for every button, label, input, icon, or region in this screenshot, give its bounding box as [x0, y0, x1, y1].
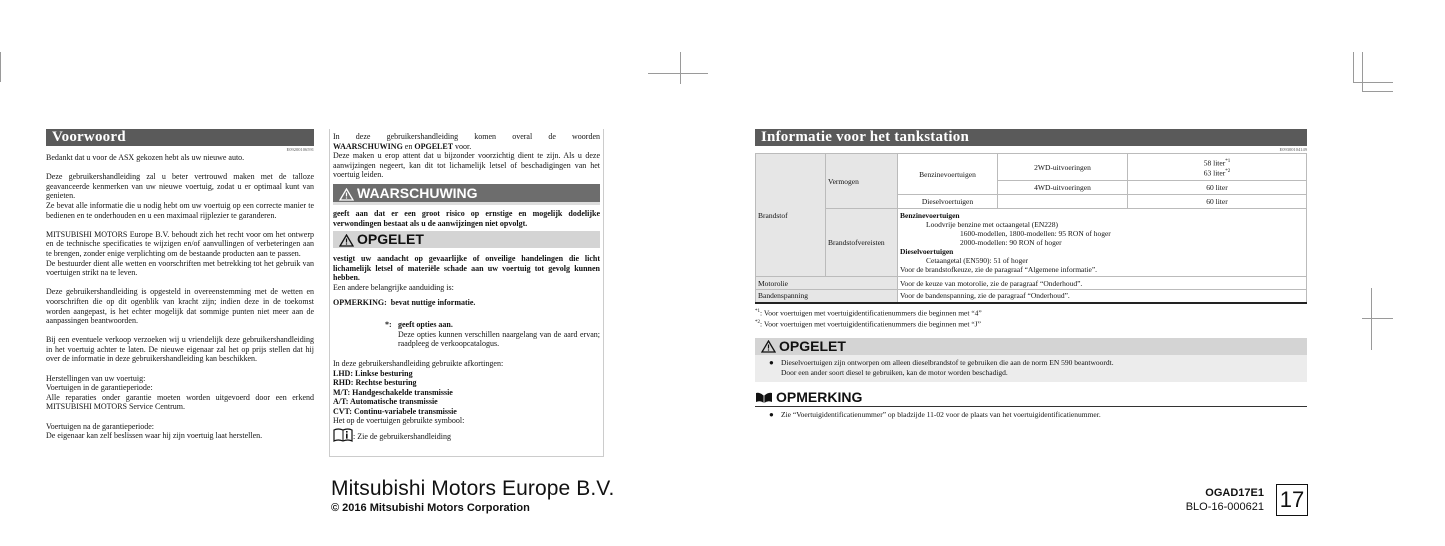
section-code: E09200106591	[286, 147, 314, 152]
caution-box	[755, 338, 1307, 382]
cell-tyre-pressure-value: Voor de bandenspanning, zie de paragraaf “Onderhoud”.	[898, 290, 1307, 303]
crop-mark	[648, 73, 708, 74]
paragraph: Herstellingen van uw voertuig:	[46, 373, 146, 383]
note-banner	[755, 389, 1307, 407]
cell-requirements-detail	[898, 209, 1307, 277]
caution-banner	[755, 338, 1307, 355]
req-note: Voor de brandstofkeuze, zie de paragraaf “Algemene informatie”.	[900, 265, 1098, 274]
abbreviation-item: M/T: Handgeschakelde transmissie	[333, 387, 453, 397]
abbreviation-intro: In deze gebruikershandleiding gebruikte afkortingen:	[333, 358, 504, 368]
crop-mark	[1353, 52, 1354, 82]
cell-2wd: 2WD-uitvoeringen	[998, 154, 1128, 181]
note-value: bevat nuttige informatie.	[390, 297, 476, 307]
divider	[333, 202, 600, 205]
abbreviation-item: RHD: Rechtse besturing	[333, 378, 417, 388]
note-text: Zie “Voertuigidentificatienummer” op bladzijde 11-02 voor de plaats van het voertuigidentificatienummer.	[781, 409, 1101, 419]
warning-word: WAARSCHUWING	[333, 141, 403, 151]
crop-mark	[1362, 318, 1393, 319]
caution-triangle-icon	[339, 234, 354, 247]
cell-fuel: Brandstof	[756, 154, 826, 277]
intro-text	[333, 132, 600, 180]
paragraph: Bij een eventuele verkoop verzoeken wij u vriendelijk deze gebruikershandleiding in het voertuig achter te laten. De nieuwe eigenaar zal het op prijs stellen dat hij over de informatie in deze gebruikershandleiding kan beschikken.	[46, 335, 314, 364]
paragraph: MITSUBISHI MOTORS Europe B.V. behoudt zich het recht voor om het ontwerp en de technische specificaties te wijzigen en/of aanvullingen of verbeteringen aan te brengen, zonder enige verplichting om de bestaande producten aan te passen.	[46, 229, 314, 258]
crop-mark	[1353, 82, 1393, 83]
footnote-mark: *2	[1225, 169, 1231, 174]
cell-engine-oil-value: Voor de keuze van motorolie, zie de paragraaf “Onderhoud”.	[898, 277, 1307, 290]
req-title: Dieselvoertuigen	[900, 247, 954, 256]
abbreviation-list	[333, 369, 600, 417]
capacity-value: 63 liter	[1203, 168, 1226, 178]
cell-4wd: 4WD-uitvoeringen	[998, 181, 1128, 195]
fuel-info-page	[755, 129, 1307, 420]
cell-2wd-value	[1128, 154, 1307, 181]
symbol-text: : Zie de gebruikershandleiding	[353, 432, 451, 442]
option-definition	[333, 320, 600, 349]
paragraph: De eigenaar kan zelf beslissen waar hij zijn voertuig laat herstellen.	[46, 431, 263, 441]
open-book-icon	[755, 391, 773, 404]
document-reference: BLO-16-000621	[1185, 501, 1264, 513]
paragraph: De bestuurder dient alle wetten en voorschriften met betrekking tot het gebruik van voertuigen strikt na te leven.	[46, 258, 314, 278]
caution-triangle-icon	[761, 340, 776, 353]
conjunction: en	[402, 141, 415, 151]
note-body	[755, 407, 1307, 420]
page-number: 17	[1276, 484, 1308, 516]
cell-capacity: Vermogen	[826, 154, 898, 209]
caution-line: Dieselvoertuigen zijn ontworpen om alleen dieselbrandstof te gebruiken die aan de norm EN 590 beantwoordt.	[781, 357, 1114, 367]
cell-diesel: Dieselvoertuigen	[898, 195, 998, 209]
caution-word: OPGELET	[414, 141, 454, 151]
abbreviation-item: CVT: Continu-variabele transmissie	[333, 406, 457, 416]
intro-paragraph: Deze maken u erop attent dat u bijzonder voorzichtig dient te zijn. Als u deze aanwijzingen negeert, kan dit tot lichamelijk letsel of beschadigingen van het voertuig leiden.	[333, 151, 600, 180]
crop-mark	[1362, 91, 1393, 92]
warning-label: WAARSCHUWING	[357, 184, 478, 201]
caution-banner	[333, 231, 600, 248]
note-key: OPMERKING:	[333, 297, 387, 307]
option-text: Deze opties kunnen verschillen naargelang van de aard ervan; raadpleeg de verkoopcatalogus.	[398, 329, 600, 349]
symbol-line	[333, 428, 600, 442]
paragraph: Bedankt dat u voor de ASX gekozen hebt als uw nieuwe auto.	[46, 153, 245, 162]
footnotes	[755, 307, 1307, 330]
paragraph: Ze bevat alle informatie die u nodig hebt om uw voertuig op een correcte manier te bedienen en te onderhouden en u een maximaal rijplezier te garanderen.	[46, 200, 314, 220]
bullet-icon: ●	[769, 357, 774, 367]
crop-mark	[680, 52, 681, 84]
manual-book-icon	[333, 428, 353, 442]
crop-mark	[0, 52, 1, 82]
caution-body	[755, 355, 1307, 382]
warning-banner	[333, 184, 600, 202]
footnote	[755, 318, 1307, 330]
warning-triangle-icon	[339, 188, 354, 201]
caution-text: vestigt uw aandacht op gevaarlijke of onveilige handelingen die licht lichamelijk letsel of materiële schade aan uw voertuig tot gevolg kunnen hebben.	[333, 254, 600, 283]
req-line: Loodvrije benzine met octaangetal (EN228)	[926, 220, 1059, 229]
req-title: Benzinevoertuigen	[900, 211, 960, 220]
bullet-icon: ●	[769, 409, 774, 419]
cell-tyre-pressure: Bandenspanning	[756, 290, 898, 303]
paragraph: Voertuigen in de garantieperiode:	[46, 383, 153, 393]
footnote-mark: *2	[755, 320, 760, 325]
cell-fuel-requirements: Brandstofvereisten	[826, 209, 898, 277]
abbreviation-item: LHD: Linkse besturing	[333, 368, 413, 378]
symbol-intro: Het op de voertuigen gebruikte symbool:	[333, 416, 465, 426]
fuel-table	[755, 153, 1307, 304]
copyright: © 2016 Mitsubishi Motors Corporation	[331, 502, 530, 514]
paragraph: Alle reparaties onder garantie moeten worden uitgevoerd door een erkend MITSUBISHI MOTORS Service Centrum.	[46, 392, 314, 412]
document-code: OGAD17E1	[1205, 487, 1264, 499]
paragraph: Deze gebruikershandleiding is opgesteld in overeenstemming met de wetten en voorschriften die op dit ogenblik van kracht zijn; indien deze in de toekomst worden aangepast, is het echter mogelijk dat sommige punten niet meer aan de aanpassingen beantwoorden.	[46, 287, 314, 326]
caution-line: Door een ander soort diesel te gebruiken, kan de motor worden beschadigd.	[781, 367, 1008, 377]
company-name: Mitsubishi Motors Europe B.V.	[331, 477, 615, 500]
capacity-value: 58 liter	[1203, 158, 1226, 167]
req-line: 1600-modellen, 1800-modellen: 95 RON of hoger	[960, 229, 1111, 238]
crop-mark	[1371, 288, 1372, 350]
warning-text: geeft aan dat er een groot risico op ernstige en mogelijk dodelijke verwondingen bestaat als u de aanwijzingen niet opvolgt.	[333, 208, 600, 228]
cell-4wd-value: 60 liter	[1128, 181, 1307, 195]
section-title: Voorwoord	[46, 129, 314, 146]
caution-label: OPGELET	[779, 337, 846, 354]
paragraph: Voertuigen na de garantieperiode:	[46, 421, 155, 431]
note-definition	[333, 298, 600, 308]
caution-label: OPGELET	[357, 231, 424, 248]
foreword-text	[46, 153, 314, 441]
footnote	[755, 307, 1307, 319]
abbreviation-item: A/T: Automatische transmissie	[333, 397, 438, 407]
other-label: Een andere belangrijke aanduiding is:	[333, 282, 454, 292]
section-title: Informatie voor het tankstation	[755, 129, 1307, 146]
paragraph: Deze gebruikershandleiding zal u beter vertrouwd maken met de talloze geavanceerde kenmerken van uw nieuwe voertuig, zodat u er optimaal kunt van genieten.	[46, 172, 314, 201]
option-key: *:	[385, 320, 392, 330]
foreword-column	[46, 129, 314, 441]
cell-petrol: Benzinevoertuigen	[898, 154, 998, 195]
note-label: OPMERKING	[776, 388, 863, 405]
footnote-text: : Voor voertuigen met voertuigidentificatienummers die beginnen met “J”	[760, 319, 981, 329]
intro-suffix: voor.	[453, 141, 472, 151]
section-code: E09300104149	[1279, 147, 1307, 152]
footnote-mark: *1	[755, 308, 760, 314]
crop-mark	[1362, 52, 1363, 92]
cell-diesel-value: 60 liter	[1128, 195, 1307, 209]
cell-engine-oil: Motorolie	[756, 277, 898, 290]
conventions-column	[329, 129, 604, 457]
req-line: 2000-modellen: 90 RON of hoger	[960, 238, 1062, 247]
cell-empty	[998, 195, 1128, 209]
footnote-mark: *1	[1225, 158, 1231, 164]
req-line: Cetaangetal (EN590): 51 of hoger	[926, 256, 1029, 265]
intro-line: In deze gebruikershandleiding komen overal de woorden	[333, 132, 600, 141]
option-title: geeft opties aan.	[398, 320, 453, 330]
footnote-text: : Voor voertuigen met voertuigidentificatienummers die beginnen met “4”	[760, 308, 982, 317]
